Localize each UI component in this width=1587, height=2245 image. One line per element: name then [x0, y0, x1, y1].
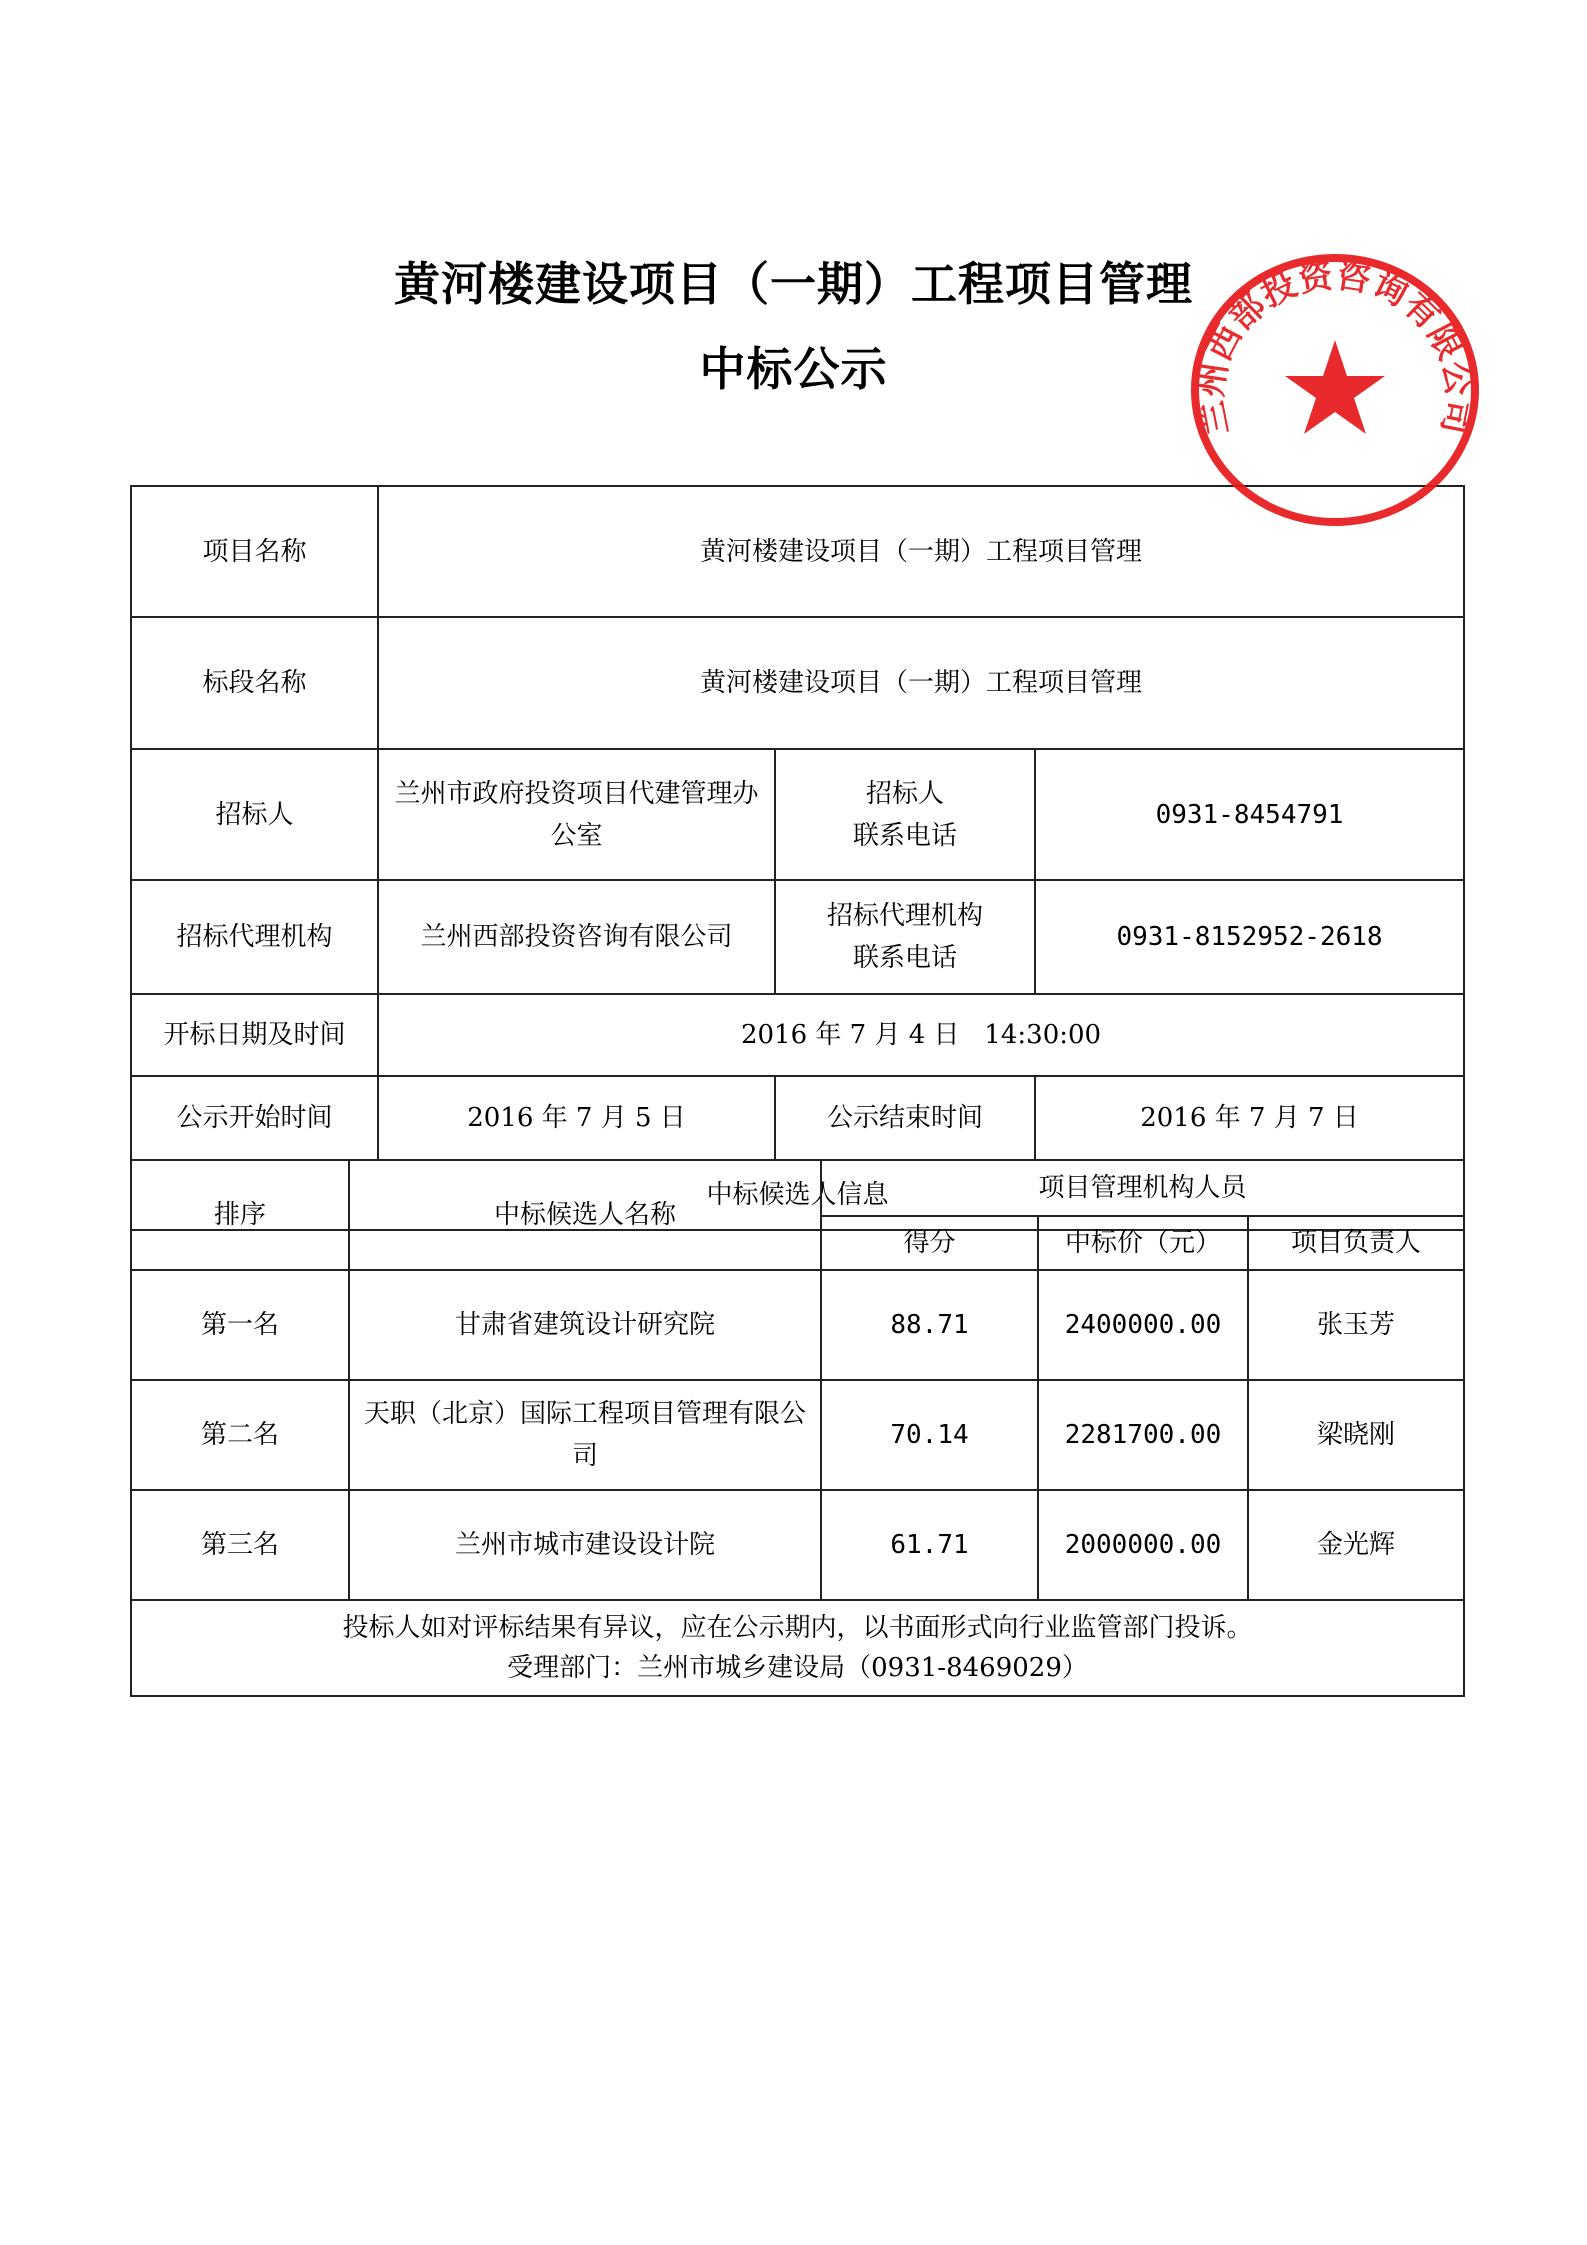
col-leader: 项目负责人	[1248, 1216, 1464, 1270]
opening-value: 2016 年 7 月 4 日 14:30:00	[378, 994, 1464, 1076]
notice-end-value: 2016 年 7 月 7 日	[1035, 1076, 1464, 1160]
col-rank: 排序	[131, 1160, 349, 1270]
candidates-header: 中标候选人信息	[131, 1160, 1464, 1230]
row-project-name	[131, 486, 1464, 617]
col-price: 中标价（元）	[1038, 1216, 1248, 1270]
table-row	[131, 1270, 1464, 1380]
score-cell: 70.14	[821, 1380, 1038, 1490]
candidate-name-cell: 天职（北京）国际工程项目管理有限公司	[349, 1380, 821, 1490]
row-agency	[131, 880, 1464, 994]
tenderer-value: 兰州市政府投资项目代建管理办公室	[378, 749, 775, 880]
score-cell: 88.71	[821, 1270, 1038, 1380]
notice-end-label: 公示结束时间	[775, 1076, 1035, 1160]
agency-label: 招标代理机构	[131, 880, 378, 994]
price-cell: 2000000.00	[1038, 1490, 1248, 1600]
row-opening	[131, 994, 1464, 1076]
complaint-department: 受理部门：兰州市城乡建设局（0931-8469029）	[507, 1653, 1088, 1683]
rank-cell: 第二名	[131, 1380, 349, 1490]
seal-text: 兰州西部投资咨询有限公司	[1190, 255, 1480, 439]
tenderer-label: 招标人	[131, 749, 378, 880]
rank-cell: 第三名	[131, 1490, 349, 1600]
tenderer-phone-value: 0931-8454791	[1035, 749, 1464, 880]
project-info-table	[130, 485, 1465, 1231]
candidates-table	[130, 1159, 1465, 1697]
col-candidate-name: 中标候选人名称	[349, 1160, 821, 1270]
opening-label: 开标日期及时间	[131, 994, 378, 1076]
candidate-name-cell: 兰州市城市建设设计院	[349, 1490, 821, 1600]
tenderer-phone-label: 招标人 联系电话	[775, 749, 1035, 880]
agency-phone-value: 0931-8152952-2618	[1035, 880, 1464, 994]
footer-row	[131, 1600, 1464, 1696]
agency-phone-label: 招标代理机构 联系电话	[775, 880, 1035, 994]
document-subtitle: 中标公示	[699, 342, 888, 396]
candidates-header-row	[131, 1160, 1464, 1216]
row-tenderer	[131, 749, 1464, 880]
leader-cell: 金光辉	[1248, 1490, 1464, 1600]
footer-note	[131, 1600, 1464, 1696]
agency-value: 兰州西部投资咨询有限公司	[378, 880, 775, 994]
notice-start-label: 公示开始时间	[131, 1076, 378, 1160]
row-section-name	[131, 617, 1464, 749]
leader-cell: 梁晓刚	[1248, 1380, 1464, 1490]
section-name-label: 标段名称	[131, 617, 378, 749]
complaint-note: 投标人如对评标结果有异议，应在公示期内，以书面形式向行业监管部门投诉。	[342, 1613, 1253, 1643]
project-name-value: 黄河楼建设项目（一期）工程项目管理	[378, 486, 1464, 617]
price-cell: 2400000.00	[1038, 1270, 1248, 1380]
section-name-value: 黄河楼建设项目（一期）工程项目管理	[378, 617, 1464, 749]
rank-cell: 第一名	[131, 1270, 349, 1380]
col-group-staff: 项目管理机构人员	[821, 1160, 1464, 1216]
document-title: 黄河楼建设项目（一期）工程项目管理	[394, 257, 1193, 311]
project-name-label: 项目名称	[131, 486, 378, 617]
price-cell: 2281700.00	[1038, 1380, 1248, 1490]
table-row	[131, 1490, 1464, 1600]
row-notice-period	[131, 1076, 1464, 1160]
score-cell: 61.71	[821, 1490, 1038, 1600]
col-score: 得分	[821, 1216, 1038, 1270]
notice-start-value: 2016 年 7 月 5 日	[378, 1076, 775, 1160]
leader-cell: 张玉芳	[1248, 1270, 1464, 1380]
candidate-name-cell: 甘肃省建筑设计研究院	[349, 1270, 821, 1380]
table-row	[131, 1380, 1464, 1490]
